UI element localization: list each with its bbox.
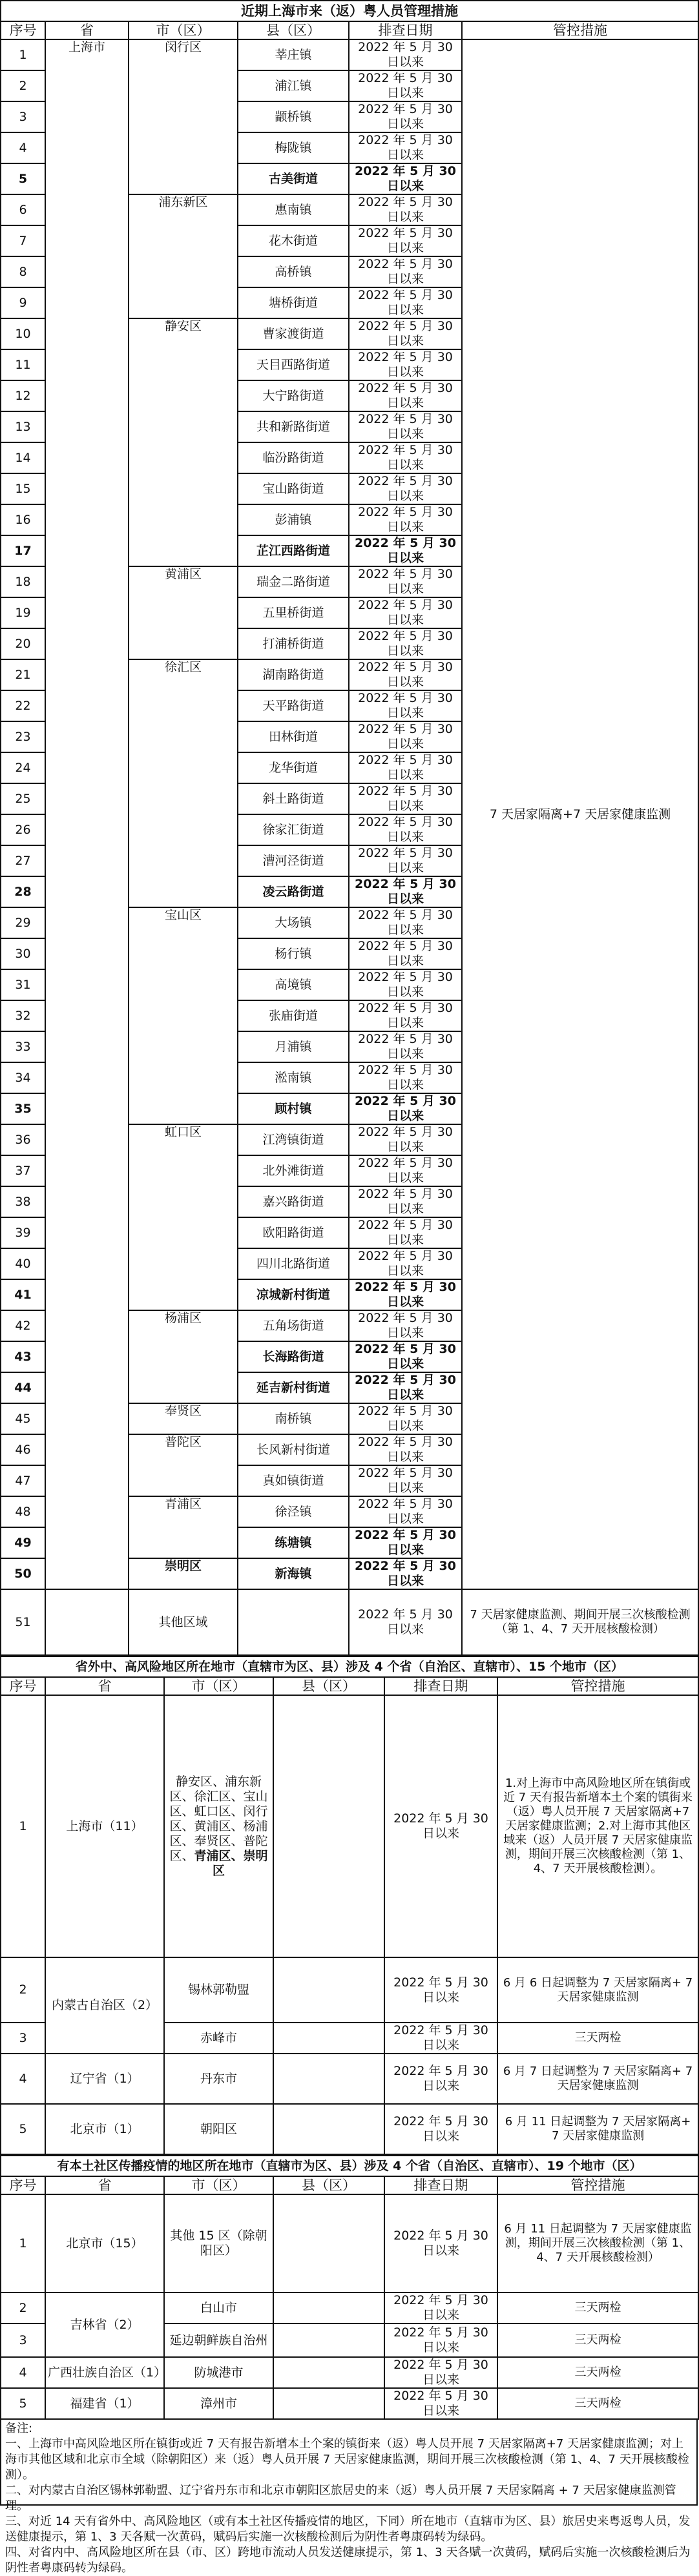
row-county: 打浦桥街道 bbox=[238, 628, 349, 659]
row-no: 34 bbox=[1, 1062, 45, 1093]
row-county: 月浦镇 bbox=[238, 1031, 349, 1062]
header-measure: 管控措施 bbox=[497, 1677, 698, 1695]
row-county bbox=[273, 2293, 384, 2324]
header-province: 省 bbox=[45, 2176, 164, 2194]
row-no: 42 bbox=[1, 1310, 45, 1341]
table-row bbox=[1, 2104, 698, 2154]
row-county: 颛桥镇 bbox=[238, 101, 349, 132]
row-date: 2022 年 5 月 30 日以来 bbox=[349, 1496, 462, 1527]
row-county bbox=[273, 1695, 384, 1957]
row-no: 7 bbox=[1, 225, 45, 256]
row-county: 徐家汇街道 bbox=[238, 814, 349, 845]
row-date: 2022 年 5 月 30 日以来 bbox=[349, 1093, 462, 1124]
row-county: 五角场街道 bbox=[238, 1310, 349, 1341]
row-date: 2022 年 5 月 30 日以来 bbox=[349, 721, 462, 752]
row-no: 27 bbox=[1, 845, 45, 876]
row-county: 临汾路街道 bbox=[238, 442, 349, 473]
row-measure: 三天两检 bbox=[497, 2357, 698, 2388]
row-no: 44 bbox=[1, 1372, 45, 1403]
table-row bbox=[1, 39, 698, 70]
row-county bbox=[273, 2023, 384, 2054]
row-county: 新海镇 bbox=[238, 1558, 349, 1589]
row-date: 2022 年 5 月 30 日以来 bbox=[349, 349, 462, 380]
row-date: 2022 年 5 月 30 日以来 bbox=[384, 2104, 497, 2154]
row-city bbox=[164, 1695, 273, 1957]
row-measure: 6 月 11 日起调整为 7 天居家隔离+ 7 天居家健康监测 bbox=[497, 2104, 698, 2154]
row-no: 35 bbox=[1, 1093, 45, 1124]
row-no: 39 bbox=[1, 1217, 45, 1248]
table2-title: 省外中、高风险地区所在地市（直辖市为区、县）涉及 4 个省（自治区、直辖市）、15 个地市（区） bbox=[1, 1656, 698, 1677]
row-county: 长海路街道 bbox=[238, 1341, 349, 1372]
row-city: 崇明区 bbox=[129, 1558, 238, 1589]
row-no: 40 bbox=[1, 1248, 45, 1279]
row-county bbox=[273, 2388, 384, 2419]
row-county: 江湾镇街道 bbox=[238, 1124, 349, 1155]
header-county: 县（区） bbox=[273, 2176, 384, 2194]
row-measure: 三天两检 bbox=[497, 2293, 698, 2324]
remark-item: 四、对省内中、高风险地区所在县（市、区）跨地市流动人员发送健康提示，第 1、3 天各赋一次黄码，赋码后实施一次核酸检测后为阴性者粤康码转为绿码。 bbox=[5, 2546, 691, 2575]
row-province: 内蒙古自治区（2） bbox=[45, 1957, 164, 2054]
row-no: 12 bbox=[1, 380, 45, 411]
header-measure: 管控措施 bbox=[497, 2176, 698, 2194]
row-city: 宝山区 bbox=[129, 907, 238, 1124]
row-date: 2022 年 5 月 30 日以来 bbox=[349, 287, 462, 318]
row-date: 2022 年 5 月 30 日以来 bbox=[384, 1957, 497, 2023]
row-date: 2022 年 5 月 30 日以来 bbox=[349, 938, 462, 969]
row-date: 2022 年 5 月 30 日以来 bbox=[349, 969, 462, 1000]
table-high-risk bbox=[0, 1656, 699, 2155]
row-date: 2022 年 5 月 30 日以来 bbox=[349, 1434, 462, 1465]
row-county: 斜土路街道 bbox=[238, 783, 349, 814]
row-province: 福建省（1） bbox=[45, 2388, 164, 2419]
row-date: 2022 年 5 月 30 日以来 bbox=[349, 1589, 462, 1655]
row-date: 2022 年 5 月 30 日以来 bbox=[349, 1558, 462, 1589]
table-row bbox=[1, 2194, 698, 2293]
row-county: 北外滩街道 bbox=[238, 1155, 349, 1186]
row-date: 2022 年 5 月 30 日以来 bbox=[384, 2324, 497, 2357]
row-county bbox=[238, 1589, 349, 1655]
row-no: 5 bbox=[1, 2104, 45, 2154]
row-county: 龙华街道 bbox=[238, 752, 349, 783]
row-county: 大场镇 bbox=[238, 907, 349, 938]
row-no: 32 bbox=[1, 1000, 45, 1031]
row-date: 2022 年 5 月 30 日以来 bbox=[384, 2357, 497, 2388]
row-no: 15 bbox=[1, 473, 45, 504]
header-county: 县（区） bbox=[273, 1677, 384, 1695]
row-county: 花木街道 bbox=[238, 225, 349, 256]
row-date: 2022 年 5 月 30 日以来 bbox=[349, 256, 462, 287]
row-no: 47 bbox=[1, 1465, 45, 1496]
header-no: 序号 bbox=[1, 1677, 45, 1695]
row-city: 漳州市 bbox=[164, 2388, 273, 2419]
row-county: 欧阳路街道 bbox=[238, 1217, 349, 1248]
row-date: 2022 年 5 月 30 日以来 bbox=[349, 318, 462, 349]
header-no: 序号 bbox=[1, 21, 45, 39]
row-county: 莘庄镇 bbox=[238, 39, 349, 70]
row-county: 田林街道 bbox=[238, 721, 349, 752]
row-no: 30 bbox=[1, 938, 45, 969]
row-no: 3 bbox=[1, 2324, 45, 2357]
row-no: 11 bbox=[1, 349, 45, 380]
row-city: 虹口区 bbox=[129, 1124, 238, 1310]
remark-item: 三、对近 14 天有省外中、高风险地区（或有本土社区传播疫情的地区，下同）所在地市（直辖市为区、县）旅居史来粤返粤人员，发送健康提示，第 1、3 天各赋一次黄码，赋码后实施一次核酸检测后为阴性者粤康码转为绿码。 bbox=[5, 2515, 691, 2544]
row-county: 共和新路街道 bbox=[238, 411, 349, 442]
row-no: 6 bbox=[1, 194, 45, 225]
header-city: 市（区） bbox=[164, 2176, 273, 2194]
row-measure: 三天两检 bbox=[497, 2324, 698, 2357]
row-date: 2022 年 5 月 30 日以来 bbox=[349, 752, 462, 783]
row-no: 4 bbox=[1, 2054, 45, 2104]
row-no: 4 bbox=[1, 2357, 45, 2388]
row-county: 大宁路街道 bbox=[238, 380, 349, 411]
row-no: 50 bbox=[1, 1558, 45, 1589]
row-date: 2022 年 5 月 30 日以来 bbox=[384, 2388, 497, 2419]
row-no: 43 bbox=[1, 1341, 45, 1372]
header-county: 县（区） bbox=[238, 21, 349, 39]
table-row bbox=[1, 1695, 698, 1957]
row-no: 1 bbox=[1, 1695, 45, 1957]
row-city: 延边朝鲜族自治州 bbox=[164, 2324, 273, 2357]
row-date: 2022 年 5 月 30 日以来 bbox=[349, 1310, 462, 1341]
row-county: 天目西路街道 bbox=[238, 349, 349, 380]
row-county bbox=[273, 2054, 384, 2104]
row-date: 2022 年 5 月 30 日以来 bbox=[384, 2293, 497, 2324]
row-city: 其他区域 bbox=[129, 1589, 238, 1655]
row-date: 2022 年 5 月 30 日以来 bbox=[349, 1155, 462, 1186]
row-date: 2022 年 5 月 30 日以来 bbox=[384, 2194, 497, 2293]
header-province: 省 bbox=[45, 21, 129, 39]
row-no: 51 bbox=[1, 1589, 45, 1655]
row-measure: 三天两检 bbox=[497, 2388, 698, 2419]
row-date: 2022 年 5 月 30 日以来 bbox=[349, 1279, 462, 1310]
row-city: 徐汇区 bbox=[129, 659, 238, 907]
row-date: 2022 年 5 月 30 日以来 bbox=[349, 659, 462, 690]
header-city: 市（区） bbox=[164, 1677, 273, 1695]
row-no: 5 bbox=[1, 163, 45, 194]
row-no: 24 bbox=[1, 752, 45, 783]
row-county: 彭浦镇 bbox=[238, 504, 349, 535]
row-city: 普陀区 bbox=[129, 1434, 238, 1496]
row-province: 辽宁省（1） bbox=[45, 2054, 164, 2104]
row-date: 2022 年 5 月 30 日以来 bbox=[349, 473, 462, 504]
row-city: 浦东新区 bbox=[129, 194, 238, 318]
row-no: 19 bbox=[1, 597, 45, 628]
row-date: 2022 年 5 月 30 日以来 bbox=[384, 2023, 497, 2054]
row-date: 2022 年 5 月 30 日以来 bbox=[349, 70, 462, 101]
row-date: 2022 年 5 月 30 日以来 bbox=[349, 411, 462, 442]
row-county: 瑞金二路街道 bbox=[238, 566, 349, 597]
remark-item: 二、对内蒙古自治区锡林郭勒盟、辽宁省丹东市和北京市朝阳区旅居史的来（返）粤人员开展 7 天居家隔离 + 7 天居家健康监测管理。 bbox=[5, 2484, 676, 2513]
remark-item: 一、上海市中高风险地区所在镇街或近 7 天有报告新增本土个案的镇街来（返）粤人员开展 7 天居家隔离+7 天居家健康监测；对上海市其他区域和北京市全域（除朝阳区）来（返）粤人员开展 7 天居家健康监测，期间开展三次核酸检测（第 1、4、7 天开展核酸检测）。 bbox=[5, 2437, 689, 2482]
row-no: 21 bbox=[1, 659, 45, 690]
row-date: 2022 年 5 月 30 日以来 bbox=[349, 1341, 462, 1372]
row-county: 高桥镇 bbox=[238, 256, 349, 287]
table1-title: 近期上海市来（返）粤人员管理措施 bbox=[1, 1, 698, 21]
table-community-spread bbox=[0, 2155, 699, 2420]
remarks-label: 备注: bbox=[5, 2422, 33, 2435]
row-county: 芷江西路街道 bbox=[238, 535, 349, 566]
header-province: 省 bbox=[45, 1677, 164, 1695]
row-county: 南桥镇 bbox=[238, 1403, 349, 1434]
city-list-bold: 青浦区、崇明区 bbox=[194, 1848, 268, 1878]
table-row bbox=[1, 1957, 698, 2023]
row-date: 2022 年 5 月 30 日以来 bbox=[349, 783, 462, 814]
row-county: 长风新村街道 bbox=[238, 1434, 349, 1465]
row-date: 2022 年 5 月 30 日以来 bbox=[349, 132, 462, 163]
row-county: 五里桥街道 bbox=[238, 597, 349, 628]
row-no: 20 bbox=[1, 628, 45, 659]
row-no: 25 bbox=[1, 783, 45, 814]
row-no: 28 bbox=[1, 876, 45, 907]
row-county: 浦江镇 bbox=[238, 70, 349, 101]
row-measure: 7 天居家隔离+7 天居家健康监测 bbox=[462, 39, 698, 1589]
row-no: 2 bbox=[1, 2293, 45, 2324]
row-date: 2022 年 5 月 30 日以来 bbox=[349, 163, 462, 194]
row-city: 闵行区 bbox=[129, 39, 238, 194]
row-province bbox=[45, 1589, 129, 1655]
row-county: 凌云路街道 bbox=[238, 876, 349, 907]
row-county bbox=[273, 2104, 384, 2154]
header-date: 排查日期 bbox=[384, 1677, 497, 1695]
header-date: 排查日期 bbox=[349, 21, 462, 39]
row-city: 朝阳区 bbox=[164, 2104, 273, 2154]
row-no: 48 bbox=[1, 1496, 45, 1527]
row-county bbox=[273, 2357, 384, 2388]
row-city: 黄浦区 bbox=[129, 566, 238, 659]
row-date: 2022 年 5 月 30 日以来 bbox=[349, 1124, 462, 1155]
row-date: 2022 年 5 月 30 日以来 bbox=[349, 845, 462, 876]
row-county: 湖南路街道 bbox=[238, 659, 349, 690]
row-date: 2022 年 5 月 30 日以来 bbox=[349, 101, 462, 132]
row-no: 33 bbox=[1, 1031, 45, 1062]
table-row bbox=[1, 1589, 698, 1655]
header-no: 序号 bbox=[1, 2176, 45, 2194]
row-no: 49 bbox=[1, 1527, 45, 1558]
row-city: 其他 15 区（除朝阳区） bbox=[164, 2194, 273, 2293]
row-city: 奉贤区 bbox=[129, 1403, 238, 1434]
row-no: 17 bbox=[1, 535, 45, 566]
row-no: 1 bbox=[1, 39, 45, 70]
row-county: 塘桥街道 bbox=[238, 287, 349, 318]
row-no: 13 bbox=[1, 411, 45, 442]
row-date: 2022 年 5 月 30 日以来 bbox=[349, 442, 462, 473]
row-county: 淞南镇 bbox=[238, 1062, 349, 1093]
header-date: 排查日期 bbox=[384, 2176, 497, 2194]
row-county: 梅陇镇 bbox=[238, 132, 349, 163]
row-no: 2 bbox=[1, 1957, 45, 2023]
header-city: 市（区） bbox=[129, 21, 238, 39]
row-date: 2022 年 5 月 30 日以来 bbox=[349, 380, 462, 411]
row-no: 23 bbox=[1, 721, 45, 752]
row-county: 张庙街道 bbox=[238, 1000, 349, 1031]
table-row bbox=[1, 2357, 698, 2388]
row-no: 36 bbox=[1, 1124, 45, 1155]
row-county: 惠南镇 bbox=[238, 194, 349, 225]
row-no: 26 bbox=[1, 814, 45, 845]
row-no: 22 bbox=[1, 690, 45, 721]
row-province: 北京市（1） bbox=[45, 2104, 164, 2154]
row-province: 上海市（11） bbox=[45, 1695, 164, 1957]
row-date: 2022 年 5 月 30 日以来 bbox=[349, 1031, 462, 1062]
row-county: 嘉兴路街道 bbox=[238, 1186, 349, 1217]
row-date: 2022 年 5 月 30 日以来 bbox=[349, 1527, 462, 1558]
table-row bbox=[1, 2388, 698, 2419]
row-county: 杨行镇 bbox=[238, 938, 349, 969]
row-province: 上海市 bbox=[45, 39, 129, 1589]
row-county: 漕河泾街道 bbox=[238, 845, 349, 876]
table3-title: 有本土社区传播疫情的地区所在地市（直辖市为区、县）涉及 4 个省（自治区、直辖市）、19 个地市（区） bbox=[1, 2156, 698, 2176]
row-measure: 三天两检 bbox=[497, 2023, 698, 2054]
row-city: 丹东市 bbox=[164, 2054, 273, 2104]
row-county: 四川北路街道 bbox=[238, 1248, 349, 1279]
row-date: 2022 年 5 月 30 日以来 bbox=[349, 535, 462, 566]
row-county: 练塘镇 bbox=[238, 1527, 349, 1558]
row-no: 5 bbox=[1, 2388, 45, 2419]
city-list: 静安区、浦东新区、徐汇区、宝山区、虹口区、闵行区、黄浦区、杨浦区、奉贤区、普陀区、 bbox=[169, 1774, 268, 1863]
row-province: 广西壮族自治区（1） bbox=[45, 2357, 164, 2388]
row-measure: 6 月 7 日起调整为 7 天居家隔离+ 7 天居家健康监测 bbox=[497, 2054, 698, 2104]
row-date: 2022 年 5 月 30 日以来 bbox=[349, 39, 462, 70]
row-county: 高境镇 bbox=[238, 969, 349, 1000]
row-date: 2022 年 5 月 30 日以来 bbox=[349, 1000, 462, 1031]
row-county bbox=[273, 2194, 384, 2293]
row-no: 3 bbox=[1, 101, 45, 132]
row-date: 2022 年 5 月 30 日以来 bbox=[349, 1403, 462, 1434]
row-date: 2022 年 5 月 30 日以来 bbox=[349, 1186, 462, 1217]
row-city: 锡林郭勒盟 bbox=[164, 1957, 273, 2023]
row-city: 杨浦区 bbox=[129, 1310, 238, 1403]
row-measure: 6 月 11 日起调整为 7 天居家健康监测，期间开展三次核酸检测（第 1、4、7 天开展核酸检测） bbox=[497, 2194, 698, 2293]
row-county: 凉城新村街道 bbox=[238, 1279, 349, 1310]
row-date: 2022 年 5 月 30 日以来 bbox=[349, 504, 462, 535]
row-no: 1 bbox=[1, 2194, 45, 2293]
remarks bbox=[0, 2420, 698, 2575]
row-date: 2022 年 5 月 30 日以来 bbox=[349, 566, 462, 597]
row-no: 45 bbox=[1, 1403, 45, 1434]
row-county: 延吉新村街道 bbox=[238, 1372, 349, 1403]
row-date: 2022 年 5 月 30 日以来 bbox=[349, 1465, 462, 1496]
row-county: 古美街道 bbox=[238, 163, 349, 194]
row-no: 4 bbox=[1, 132, 45, 163]
row-county: 顾村镇 bbox=[238, 1093, 349, 1124]
row-county: 天平路街道 bbox=[238, 690, 349, 721]
row-date: 2022 年 5 月 30 日以来 bbox=[349, 225, 462, 256]
row-county bbox=[273, 1957, 384, 2023]
row-date: 2022 年 5 月 30 日以来 bbox=[349, 876, 462, 907]
row-province: 北京市（15） bbox=[45, 2194, 164, 2293]
row-no: 14 bbox=[1, 442, 45, 473]
header-measure: 管控措施 bbox=[462, 21, 698, 39]
row-date: 2022 年 5 月 30 日以来 bbox=[349, 814, 462, 845]
row-measure: 7 天居家健康监测、期间开展三次核酸检测（第 1、4、7 天开展核酸检测） bbox=[462, 1589, 698, 1655]
row-date: 2022 年 5 月 30 日以来 bbox=[384, 2054, 497, 2104]
table-row bbox=[1, 2293, 698, 2324]
row-no: 9 bbox=[1, 287, 45, 318]
row-city: 静安区 bbox=[129, 318, 238, 566]
row-no: 10 bbox=[1, 318, 45, 349]
row-no: 38 bbox=[1, 1186, 45, 1217]
row-county: 徐泾镇 bbox=[238, 1496, 349, 1527]
row-no: 31 bbox=[1, 969, 45, 1000]
row-no: 8 bbox=[1, 256, 45, 287]
row-province: 吉林省（2） bbox=[45, 2293, 164, 2357]
row-county: 宝山路街道 bbox=[238, 473, 349, 504]
row-no: 3 bbox=[1, 2023, 45, 2054]
row-no: 2 bbox=[1, 70, 45, 101]
row-no: 46 bbox=[1, 1434, 45, 1465]
row-date: 2022 年 5 月 30 日以来 bbox=[349, 907, 462, 938]
row-city: 赤峰市 bbox=[164, 2023, 273, 2054]
row-date: 2022 年 5 月 30 日以来 bbox=[349, 1062, 462, 1093]
row-no: 16 bbox=[1, 504, 45, 535]
row-date: 2022 年 5 月 30 日以来 bbox=[384, 1695, 497, 1957]
row-no: 29 bbox=[1, 907, 45, 938]
row-no: 18 bbox=[1, 566, 45, 597]
table-row bbox=[1, 2054, 698, 2104]
row-measure: 6 月 6 日起调整为 7 天居家隔离+ 7 天居家健康监测 bbox=[497, 1957, 698, 2023]
row-county: 曹家渡街道 bbox=[238, 318, 349, 349]
row-no: 37 bbox=[1, 1155, 45, 1186]
row-city: 防城港市 bbox=[164, 2357, 273, 2388]
row-date: 2022 年 5 月 30 日以来 bbox=[349, 1372, 462, 1403]
row-city: 青浦区 bbox=[129, 1496, 238, 1558]
row-no: 41 bbox=[1, 1279, 45, 1310]
row-measure: 1.对上海市中高风险地区所在镇街或近 7 天有报告新增本土个案的镇街来（返）粤人员开展 7 天居家隔离+7 天居家健康监测；2.对上海市其他区域来（返）人员开展 7 天居家健康监测，期间开展三次核酸检测（第 1、4、7 天开展核酸检测）。 bbox=[497, 1695, 698, 1957]
row-county: 真如镇街道 bbox=[238, 1465, 349, 1496]
row-city: 白山市 bbox=[164, 2293, 273, 2324]
row-date: 2022 年 5 月 30 日以来 bbox=[349, 1248, 462, 1279]
row-date: 2022 年 5 月 30 日以来 bbox=[349, 194, 462, 225]
row-date: 2022 年 5 月 30 日以来 bbox=[349, 1217, 462, 1248]
row-date: 2022 年 5 月 30 日以来 bbox=[349, 628, 462, 659]
row-date: 2022 年 5 月 30 日以来 bbox=[349, 690, 462, 721]
row-date: 2022 年 5 月 30 日以来 bbox=[349, 597, 462, 628]
row-county bbox=[273, 2324, 384, 2357]
